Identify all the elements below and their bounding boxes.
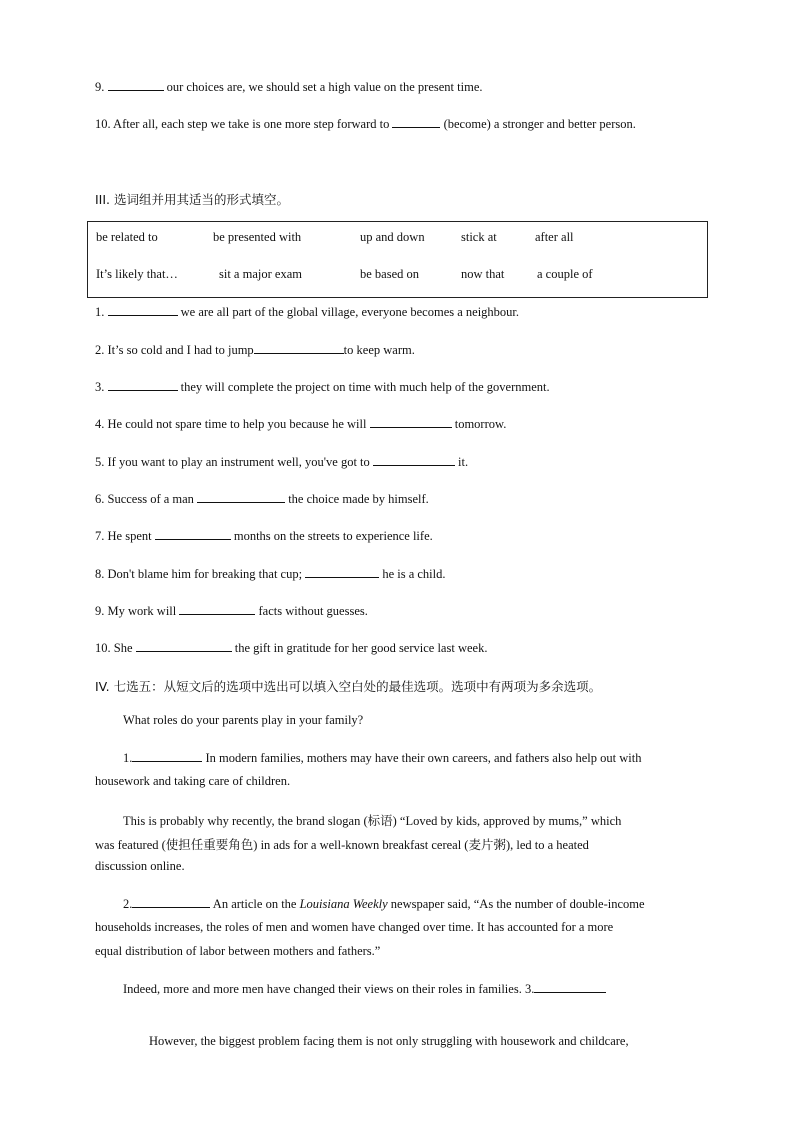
question-10	[95, 116, 636, 132]
passage-line: discussion online.	[95, 859, 185, 873]
item-text: months on the streets to experience life.	[230, 529, 433, 543]
answer-blank[interactable]	[155, 528, 231, 540]
item-text: facts without guesses.	[255, 604, 368, 618]
word-option: after all	[535, 230, 574, 244]
fill-item-1	[95, 304, 519, 320]
answer-blank[interactable]	[132, 896, 210, 908]
section-title-part4: IV. 七选五：从短文后的选项中选出可以填入空白处的最佳选项。选项中有两项为多余选项。	[95, 679, 602, 694]
answer-blank[interactable]	[392, 116, 440, 128]
answer-blank[interactable]	[305, 566, 379, 578]
passage-text: newspaper said, “As the number of double-income	[387, 897, 645, 911]
answer-blank[interactable]	[373, 454, 455, 466]
word-option: sit a major exam	[219, 267, 302, 281]
gap-number: 2.	[123, 897, 133, 911]
item-text: 4. He could not spare time to help you because he will	[95, 417, 367, 431]
passage-line: However, the biggest problem facing them is not only struggling with housework and childcare,	[149, 1034, 629, 1048]
passage-line	[123, 896, 645, 912]
passage-line: housework and taking care of children.	[95, 774, 291, 788]
item-text: 5. If you want to play an instrument well, you've got to	[95, 455, 370, 469]
fill-item-3	[95, 379, 550, 395]
question-text: our choices are, we should set a high value on the present time.	[163, 80, 483, 94]
item-text: he is a child.	[379, 567, 446, 581]
answer-blank[interactable]	[108, 79, 164, 91]
passage-text: An article on the	[210, 897, 300, 911]
word-option: be presented with	[213, 230, 302, 244]
item-text: 8. Don't blame him for breaking that cup;	[95, 567, 303, 581]
passage-line: households increases, the roles of men and women have changed over time. It has accounted for a more	[95, 920, 614, 934]
fill-item-7	[95, 528, 433, 544]
item-text: they will complete the project on time with much help of the government.	[177, 380, 550, 394]
item-text: 6. Success of a man	[95, 492, 194, 506]
question-text: 10. After all, each step we take is one more step forward to	[95, 117, 390, 131]
reading-question: What roles do your parents play in your family?	[123, 713, 364, 727]
answer-blank[interactable]	[136, 640, 232, 652]
section-title-part3: III. 选词组并用其适当的形式填空。	[95, 192, 290, 207]
word-option: up and down	[360, 230, 425, 244]
item-text: 9. My work will	[95, 604, 177, 618]
answer-blank[interactable]	[254, 342, 344, 354]
gap-number: 1.	[123, 751, 133, 765]
fill-item-4	[95, 416, 506, 432]
fill-item-2	[95, 342, 415, 358]
item-text: 1.	[95, 305, 105, 319]
word-option: stick at	[461, 230, 497, 244]
passage-line: equal distribution of labor between mothers and fathers.”	[95, 944, 381, 958]
item-text: the choice made by himself.	[285, 492, 429, 506]
word-option: a couple of	[537, 267, 593, 281]
answer-blank[interactable]	[108, 379, 178, 391]
word-option: It’s likely that…	[96, 267, 178, 281]
passage-line	[123, 981, 606, 997]
passage-line: This is probably why recently, the brand slogan (标语) “Loved by kids, approved by mums,” which	[123, 814, 622, 828]
fill-item-10	[95, 640, 487, 656]
item-text: 2. It’s so cold and I had to jump	[95, 343, 254, 357]
item-text: 3.	[95, 380, 105, 394]
answer-blank[interactable]	[197, 491, 285, 503]
newspaper-title: Louisiana Weekly	[299, 897, 388, 911]
word-option: now that	[461, 267, 505, 281]
question-number: 9.	[95, 80, 105, 94]
answer-blank[interactable]	[370, 416, 452, 428]
item-text: 7. He spent	[95, 529, 152, 543]
item-text: it.	[454, 455, 469, 469]
word-option: be based on	[360, 267, 420, 281]
word-box	[87, 221, 708, 298]
item-text: 10. She	[95, 641, 133, 655]
fill-item-9	[95, 603, 368, 619]
question-text: (become) a stronger and better person.	[440, 117, 636, 131]
item-text: tomorrow.	[451, 417, 507, 431]
answer-blank[interactable]	[179, 603, 255, 615]
fill-item-5	[95, 454, 468, 470]
word-option: be related to	[96, 230, 158, 244]
fill-item-6	[95, 491, 429, 507]
fill-item-8	[95, 566, 446, 582]
passage-line	[123, 750, 699, 766]
passage-line: was featured (使担任重要角色) in ads for a well-known breakfast cereal (麦片粥), led to a heated	[95, 838, 589, 852]
item-text: we are all part of the global village, everyone becomes a neighbour.	[177, 305, 520, 319]
answer-blank[interactable]	[132, 750, 202, 762]
item-text: the gift in gratitude for her good service last week.	[231, 641, 488, 655]
passage-text: In modern families, mothers may have their own careers, and fathers also help out with	[202, 751, 642, 765]
question-9	[95, 79, 483, 95]
answer-blank[interactable]	[108, 304, 178, 316]
passage-text: Indeed, more and more men have changed their views on their roles in families. 3.	[123, 982, 535, 996]
answer-blank[interactable]	[534, 981, 606, 993]
item-text: to keep warm.	[343, 343, 415, 357]
